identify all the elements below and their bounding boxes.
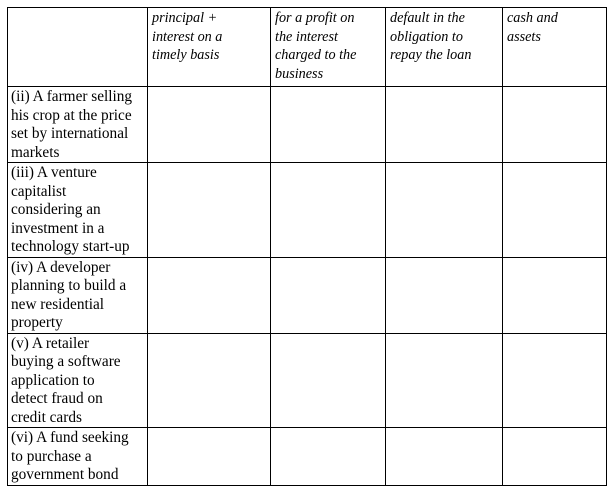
header-line: for a profit on — [275, 10, 355, 26]
row-label-developer — [8, 257, 148, 333]
row-label-line: (iii) A venture — [11, 164, 97, 181]
answer-cell[interactable] — [503, 257, 607, 333]
row-label-line: considering an — [11, 201, 101, 218]
header-line: business — [275, 65, 324, 82]
table-row — [8, 87, 607, 163]
row-label-line: set by international — [11, 125, 129, 142]
header-corner-cell — [8, 8, 148, 87]
answer-cell[interactable] — [148, 87, 271, 163]
header-line: assets — [507, 28, 541, 45]
answer-cell[interactable] — [271, 87, 386, 163]
row-label-line: capitalist — [11, 182, 67, 200]
header-cell-cash-assets — [503, 8, 607, 87]
answer-cell[interactable] — [503, 333, 607, 428]
header-line: interest on a — [152, 28, 223, 45]
row-label-line: new residential — [11, 295, 105, 313]
answer-cell[interactable] — [386, 257, 503, 333]
header-line: charged to the — [275, 47, 357, 63]
row-label-line: his crop at the price — [11, 106, 132, 124]
row-label-line: property — [11, 314, 63, 331]
answer-cell[interactable] — [386, 428, 503, 486]
header-row — [8, 8, 607, 87]
answer-cell[interactable] — [271, 428, 386, 486]
answer-cell[interactable] — [148, 257, 271, 333]
answer-cell[interactable] — [503, 163, 607, 258]
row-label-line: planning to build a — [11, 277, 127, 294]
answer-cell[interactable] — [503, 428, 607, 486]
row-label-line: detect fraud on — [11, 390, 103, 407]
row-label-line: (vi) A fund seeking — [11, 429, 129, 446]
table-row — [8, 428, 607, 486]
answer-cell[interactable] — [271, 163, 386, 258]
answer-cell[interactable] — [148, 428, 271, 486]
row-label-farmer — [8, 87, 148, 163]
row-label-line: credit cards — [11, 408, 82, 426]
row-label-line: government bond — [11, 466, 119, 483]
answer-cell[interactable] — [271, 333, 386, 428]
answer-cell[interactable] — [386, 87, 503, 163]
row-label-line: application to — [11, 371, 95, 389]
table-row — [8, 333, 607, 428]
header-line: the interest — [275, 28, 338, 45]
header-cell-profit-on-interest — [271, 8, 386, 87]
header-cell-principal-interest — [148, 8, 271, 87]
row-label-line: to purchase a — [11, 447, 92, 465]
row-label-line: (iv) A developer — [11, 258, 111, 276]
classification-table — [7, 7, 607, 486]
table-row — [8, 163, 607, 258]
answer-cell[interactable] — [386, 163, 503, 258]
answer-cell[interactable] — [271, 257, 386, 333]
row-label-venture-capitalist — [8, 163, 148, 258]
row-label-retailer — [8, 333, 148, 428]
row-label-line: technology start-up — [11, 238, 130, 255]
header-line: cash and — [507, 10, 558, 26]
row-label-line: buying a software — [11, 353, 121, 370]
header-line: timely basis — [152, 47, 220, 63]
row-label-line: investment in a — [11, 219, 105, 237]
header-line: principal + — [152, 10, 218, 26]
answer-cell[interactable] — [386, 333, 503, 428]
header-line: obligation to — [390, 28, 463, 45]
header-line: repay the loan — [390, 47, 472, 63]
row-label-line: markets — [11, 143, 60, 161]
header-line: default in the — [390, 10, 465, 26]
row-label-line: (v) A retailer — [11, 334, 90, 352]
table-row — [8, 257, 607, 333]
answer-cell[interactable] — [148, 333, 271, 428]
row-label-fund — [8, 428, 148, 486]
header-cell-default — [386, 8, 503, 87]
answer-cell[interactable] — [503, 87, 607, 163]
row-label-line: (ii) A farmer selling — [11, 88, 133, 105]
answer-cell[interactable] — [148, 163, 271, 258]
